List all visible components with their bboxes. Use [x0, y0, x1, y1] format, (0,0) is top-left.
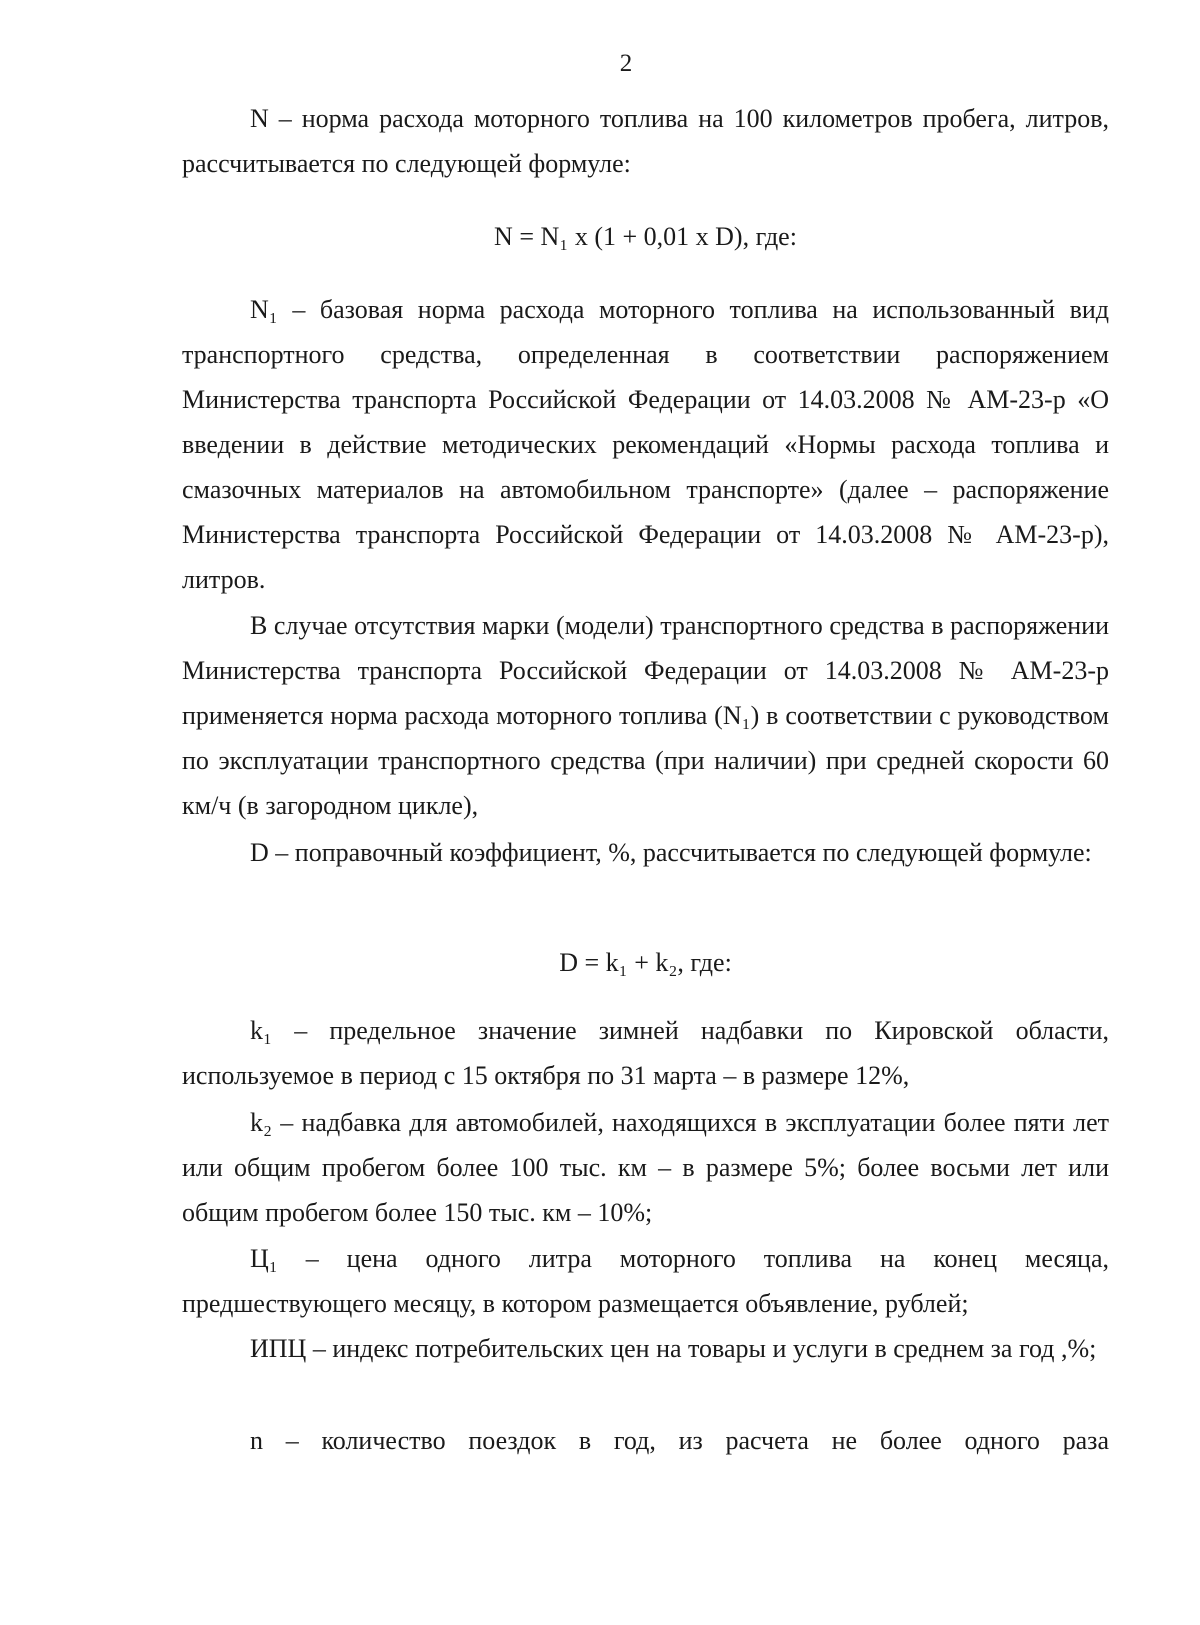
formula-d: D = k₁ + k₂, где:	[559, 948, 732, 977]
paragraph-cpi-definition: ИПЦ – индекс потребительских цен на товары и услуги в среднем за год ,%;	[250, 1334, 1097, 1363]
paragraph-n1-definition: N₁ – базовая норма расхода моторного топлива на использованный вид транспортного средства, определенная в соответствии распоряжением Министерства транспорта Российской Федерации от 14.03.2008 № АМ-23-р «О введении в действие методических рекомендаций «Нормы расхода топлива и смазочных материалов на автомобильном транспорте» (далее – распоряжение Министерства транспорта Российской Федерации от 14.03.2008 № АМ-23-р), литров.	[182, 295, 1109, 594]
paragraph-k2-definition: k₂ – надбавка для автомобилей, находящихся в эксплуатации более пяти лет или общим пробегом более 100 тыс. км – в размере 5%; более восьми лет или общим пробегом более 150 тыс. км – 10%;	[182, 1108, 1109, 1227]
paragraph-d-definition: D – поправочный коэффициент, %, рассчитывается по следующей формуле:	[250, 838, 1092, 867]
paragraph-k1-definition: k₁ – предельное значение зимней надбавки по Кировской области, используемое в период с 15 октября по 31 марта – в размере 12%,	[182, 1016, 1109, 1090]
paragraph-n-definition: N – норма расхода моторного топлива на 100 километров пробега, литров, рассчитывается по следующей формуле:	[182, 104, 1109, 178]
page-number: 2	[619, 50, 633, 77]
paragraph-trips-definition: n – количество поездок в год, из расчета не более одного раза	[250, 1426, 1109, 1455]
formula-n: N = N₁ x (1 + 0,01 x D), где:	[494, 222, 797, 251]
paragraph-missing-model: В случае отсутствия марки (модели) транспортного средства в распоряжении Министерства транспорта Российской Федерации от 14.03.2008 № АМ-23-р применяется норма расхода моторного топлива (N₁) в соответствии с руководством по эксплуатации транспортного средства (при наличии) при средней скорости 60 км/ч (в загородном цикле),	[182, 611, 1109, 820]
paragraph-price-definition: Ц₁ – цена одного литра моторного топлива на конец месяца, предшествующего месяцу, в котором размещается объявление, рублей;	[182, 1244, 1109, 1318]
